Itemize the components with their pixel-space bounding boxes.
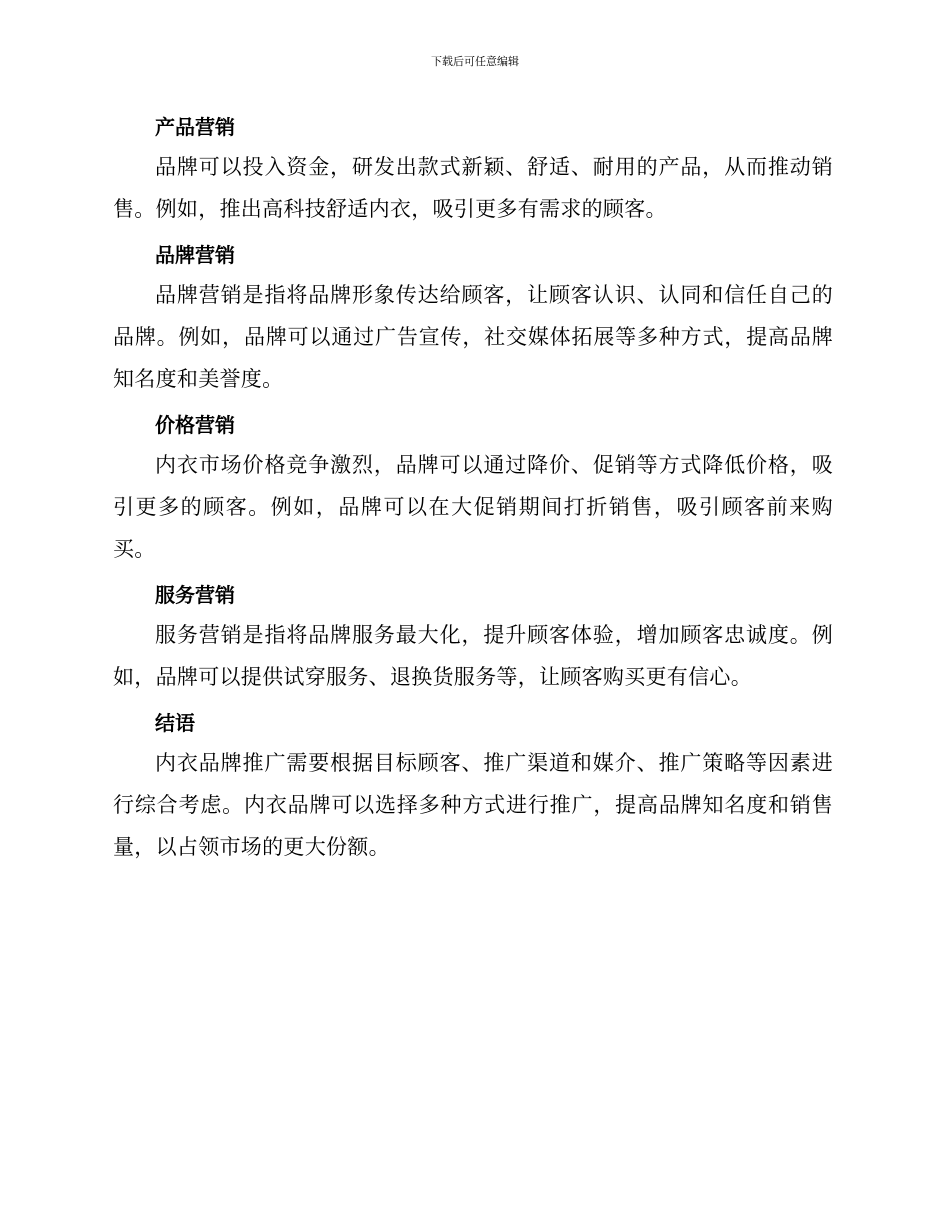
section-service-marketing (113, 576, 833, 698)
section-heading: 价格营销 (155, 413, 235, 437)
section-paragraph: 品牌可以投入资金，研发出款式新颖、舒适、耐用的产品，从而推动销售。例如，推出高科技舒适内衣，吸引更多有需求的顾客。 (113, 155, 833, 221)
section-conclusion (113, 704, 833, 868)
section-paragraph: 服务营销是指将品牌服务最大化，提升顾客体验，增加顾客忠诚度。例如，品牌可以提供试穿服务、退换货服务等，让顾客购买更有信心。 (113, 623, 833, 689)
section-heading: 产品营销 (155, 115, 235, 139)
section-brand-marketing (113, 236, 833, 400)
page-header: 下载后可任意编辑 (431, 55, 519, 68)
section-heading: 结语 (155, 711, 195, 735)
document-body (113, 108, 833, 874)
section-paragraph: 内衣市场价格竞争激烈，品牌可以通过降价、促销等方式降低价格，吸引更多的顾客。例如，品牌可以在大促销期间打折销售，吸引顾客前来购买。 (113, 453, 833, 561)
section-paragraph: 品牌营销是指将品牌形象传达给顾客，让顾客认识、认同和信任自己的品牌。例如，品牌可以通过广告宣传，社交媒体拓展等多种方式，提高品牌知名度和美誉度。 (113, 283, 833, 391)
section-price-marketing (113, 406, 833, 570)
section-heading: 服务营销 (155, 583, 235, 607)
section-product-marketing (113, 108, 833, 230)
section-paragraph: 内衣品牌推广需要根据目标顾客、推广渠道和媒介、推广策略等因素进行综合考虑。内衣品牌可以选择多种方式进行推广，提高品牌知名度和销售量，以占领市场的更大份额。 (113, 751, 833, 859)
section-heading: 品牌营销 (155, 243, 235, 267)
